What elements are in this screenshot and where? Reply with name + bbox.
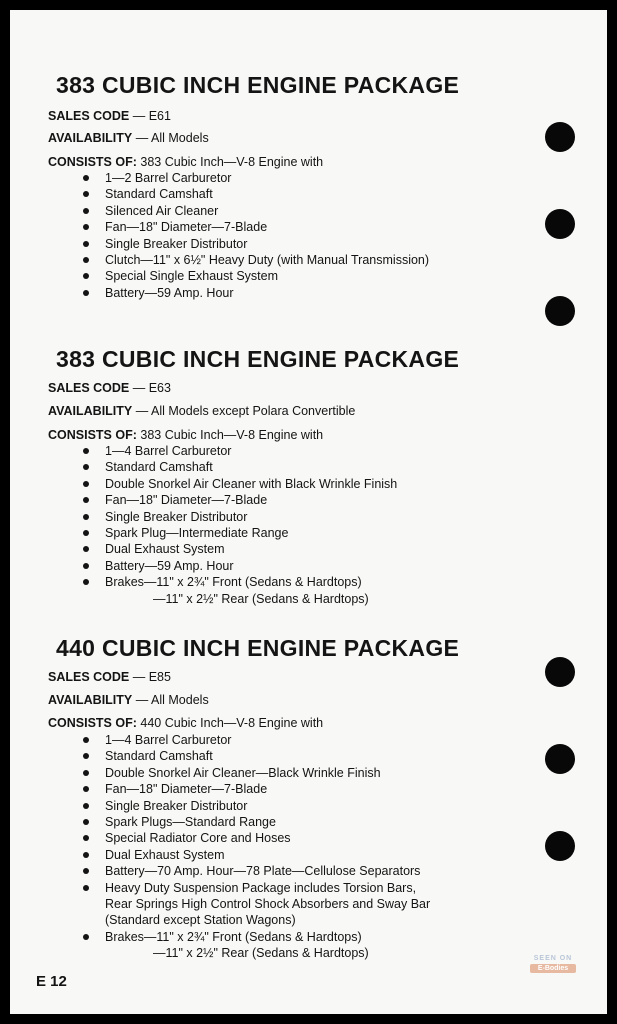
consists-value: 383 Cubic Inch—V-8 Engine with: [140, 155, 324, 169]
availability-value: — All Models except Polara Convertible: [135, 404, 356, 418]
component-list: [105, 170, 429, 301]
sales-code-label: SALES CODE: [48, 109, 130, 123]
consists-line: [48, 155, 323, 169]
availability-value: — All Models: [135, 693, 209, 707]
consists-label: CONSISTS OF:: [48, 155, 137, 169]
sales-code-line: [48, 109, 171, 123]
watermark-line1: SEEN ON: [533, 955, 573, 962]
suspension-line: Rear Springs High Control Shock Absorbers and Sway Bar: [105, 897, 431, 912]
list-item: 1—4 Barrel Carburetor: [105, 443, 397, 459]
availability-label: AVAILABILITY: [48, 404, 133, 418]
list-item: Fan—18" Diameter—7-Blade: [105, 219, 429, 235]
section-title: 383 CUBIC INCH ENGINE PACKAGE: [56, 72, 460, 98]
list-item: Special Radiator Core and Hoses: [105, 830, 430, 846]
page-number: E 12: [36, 973, 67, 990]
availability-value: — All Models: [135, 131, 209, 145]
consists-line: [48, 428, 323, 442]
list-item-brakes: [105, 929, 430, 962]
section-title: 383 CUBIC INCH ENGINE PACKAGE: [56, 346, 460, 372]
binder-hole: [545, 657, 575, 687]
list-item: Single Breaker Distributor: [105, 509, 397, 525]
list-item: Fan—18" Diameter—7-Blade: [105, 492, 397, 508]
list-item: Dual Exhaust System: [105, 847, 430, 863]
brakes-front: Brakes—11" x 2¾" Front (Sedans & Hardtops): [105, 929, 362, 944]
availability-line: [48, 131, 209, 145]
consists-label: CONSISTS OF:: [48, 428, 137, 442]
suspension-line: (Standard except Station Wagons): [105, 913, 296, 928]
list-item: Clutch—11" x 6½" Heavy Duty (with Manual Transmission): [105, 253, 430, 268]
sales-code-value: — E63: [132, 381, 171, 395]
list-item: Standard Camshaft: [105, 459, 397, 475]
list-item: Double Snorkel Air Cleaner—Black Wrinkle Finish: [105, 765, 430, 781]
watermark-line2: E-Bodies: [530, 964, 576, 973]
binder-hole: [545, 122, 575, 152]
section-title: 440 CUBIC INCH ENGINE PACKAGE: [56, 635, 460, 661]
sales-code-line: [48, 381, 171, 395]
list-item: Special Single Exhaust System: [105, 268, 429, 284]
list-item: Battery—59 Amp. Hour: [105, 285, 429, 301]
list-item: Silenced Air Cleaner: [105, 203, 429, 219]
consists-label: CONSISTS OF:: [48, 716, 137, 730]
availability-label: AVAILABILITY: [48, 693, 133, 707]
list-item: Spark Plug—Intermediate Range: [105, 525, 397, 541]
brakes-rear: —11" x 2½" Rear (Sedans & Hardtops): [153, 946, 369, 961]
consists-line: [48, 716, 323, 730]
availability-line: [48, 693, 209, 707]
availability-line: [48, 404, 355, 418]
sales-code-label: SALES CODE: [48, 670, 130, 684]
list-item: Battery—70 Amp. Hour—78 Plate—Cellulose Separators: [105, 863, 430, 879]
list-item: Double Snorkel Air Cleaner with Black Wrinkle Finish: [105, 476, 398, 491]
list-item: Standard Camshaft: [105, 186, 429, 202]
list-item: Spark Plugs—Standard Range: [105, 814, 430, 830]
sales-code-value: — E61: [132, 109, 171, 123]
suspension-line: Heavy Duty Suspension Package includes Torsion Bars,: [105, 880, 417, 895]
consists-value: 440 Cubic Inch—V-8 Engine with: [140, 716, 324, 730]
component-list: [105, 732, 430, 962]
list-item-suspension: [105, 880, 430, 929]
list-item: Fan—18" Diameter—7-Blade: [105, 781, 430, 797]
list-item: 1—2 Barrel Carburetor: [105, 170, 429, 186]
watermark: [530, 955, 576, 973]
brakes-front: Brakes—11" x 2¾" Front (Sedans & Hardtops): [105, 575, 362, 590]
list-item: Single Breaker Distributor: [105, 798, 430, 814]
sales-code-line: [48, 670, 171, 684]
binder-hole: [545, 209, 575, 239]
list-item-brakes: [105, 574, 397, 607]
sales-code-value: — E85: [132, 670, 171, 684]
consists-value: 383 Cubic Inch—V-8 Engine with: [140, 428, 324, 442]
brakes-rear: —11" x 2½" Rear (Sedans & Hardtops): [153, 591, 369, 606]
list-item: Dual Exhaust System: [105, 541, 397, 557]
sales-code-label: SALES CODE: [48, 381, 130, 395]
catalog-page: [10, 10, 607, 1014]
list-item: Single Breaker Distributor: [105, 236, 429, 252]
availability-label: AVAILABILITY: [48, 131, 133, 145]
binder-hole: [545, 831, 575, 861]
binder-hole: [545, 296, 575, 326]
binder-hole: [545, 744, 575, 774]
list-item: Standard Camshaft: [105, 748, 430, 764]
list-item: 1—4 Barrel Carburetor: [105, 732, 430, 748]
component-list: [105, 443, 397, 607]
list-item: Battery—59 Amp. Hour: [105, 558, 397, 574]
